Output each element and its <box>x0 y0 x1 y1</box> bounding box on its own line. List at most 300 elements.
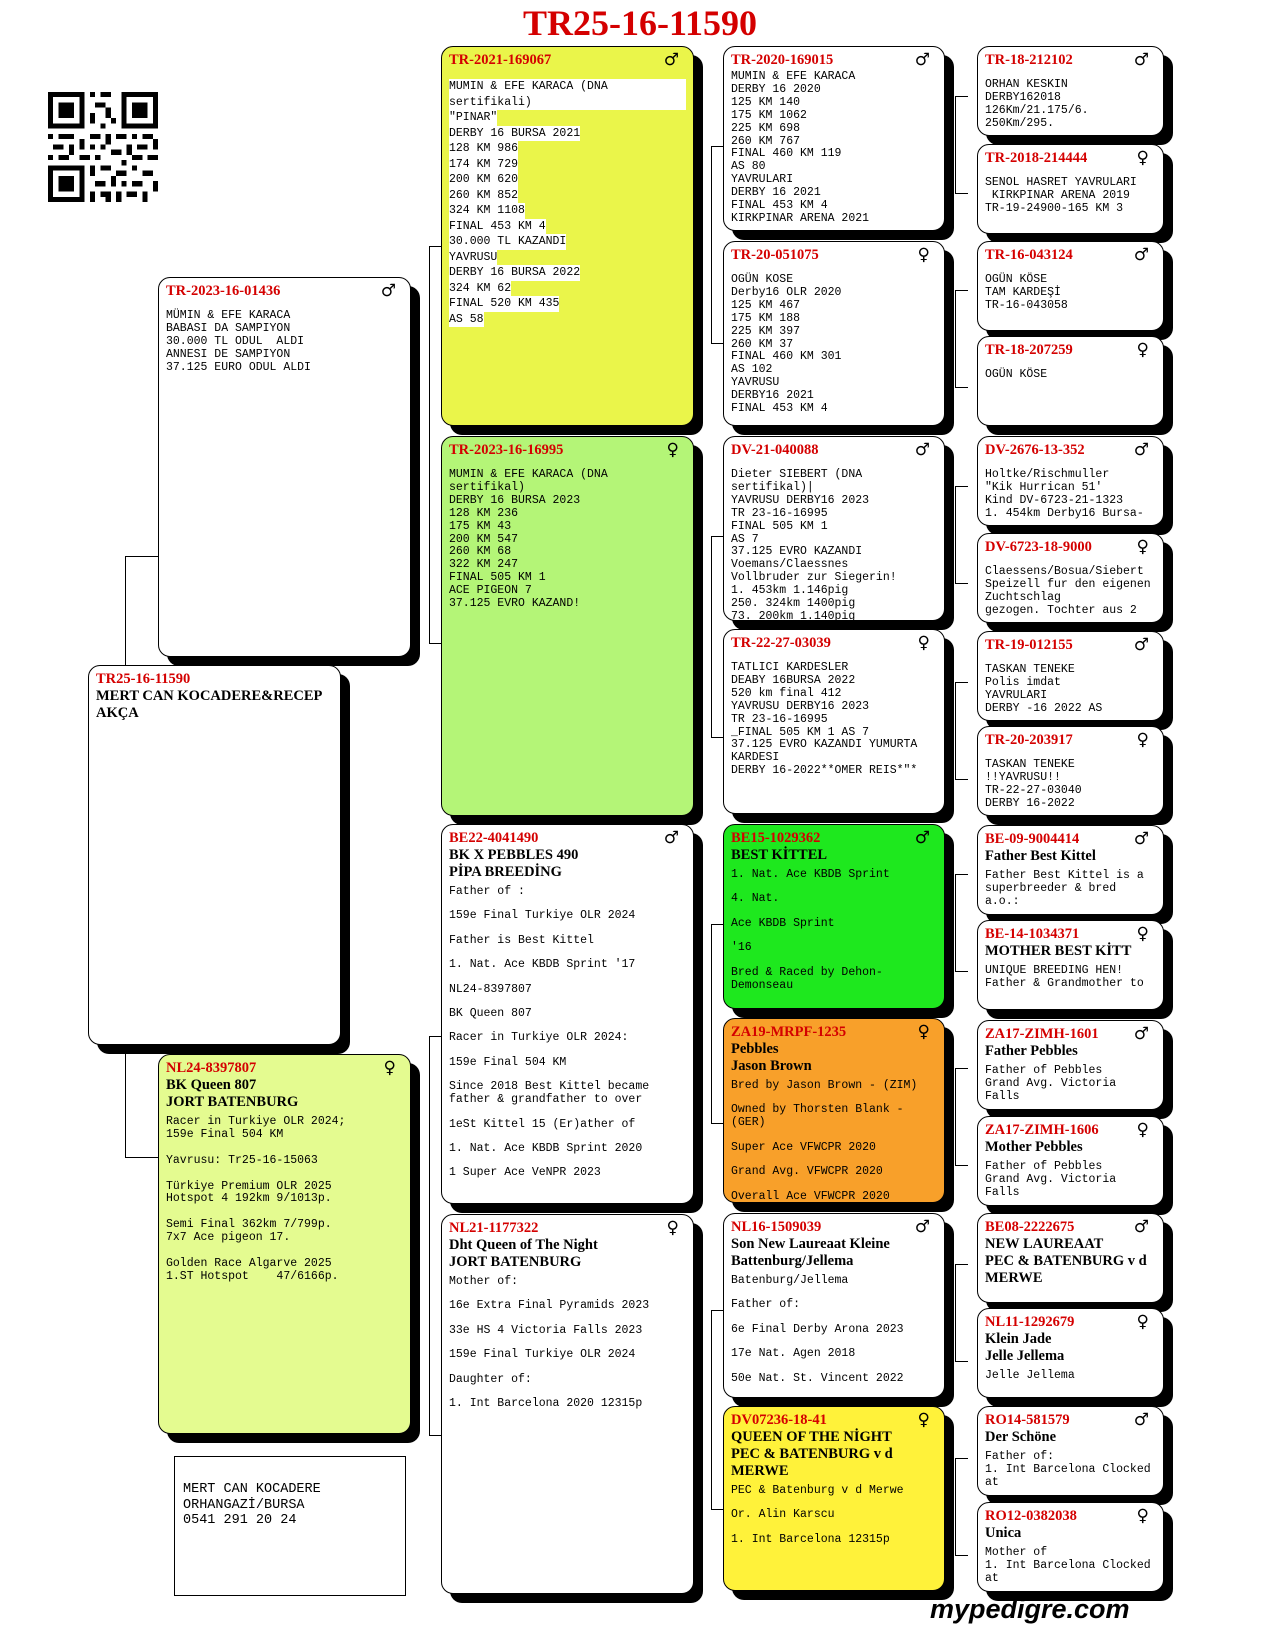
info-line: DEABY 16BURSA 2022 <box>731 673 856 687</box>
pedigree-box-sss[interactable] <box>723 46 945 231</box>
info-line: Father Best Kittel is a superbreeder & bred a.o.: <box>985 869 1151 908</box>
bird-info <box>166 1116 403 1284</box>
female-symbol-icon: ♀ <box>917 633 930 653</box>
breeder-location: ORHANGAZİ/BURSA <box>183 1497 305 1513</box>
bird-name: Jason Brown <box>731 1058 812 1074</box>
bird-name: Jelle Jellema <box>985 1348 1065 1364</box>
info-line: 126Km/21.175/6. <box>985 103 1089 117</box>
bird-name: Der Schöne <box>985 1429 1057 1445</box>
info-line: OGÜN KOSE <box>731 273 794 286</box>
info-line: AS 7 <box>731 532 759 546</box>
info-line: 1eSt Kittel 15 (Er)ather of <box>449 1117 636 1131</box>
info-line: Father of Pebbles <box>985 1064 1103 1077</box>
ring-number: TR-2023-16-01436 <box>166 283 281 299</box>
ring-number: RO12-0382038 <box>985 1508 1077 1524</box>
info-line: 4. Nat. <box>731 892 780 906</box>
bird-name: Battenburg/Jellema <box>731 1253 854 1269</box>
info-line: Türkiye Premium OLR 2025 <box>166 1179 332 1193</box>
bird-info <box>731 469 937 621</box>
bird-info <box>449 886 686 1180</box>
bird-name: Mother Pebbles <box>985 1139 1083 1155</box>
info-line: 1. Int Barcelona Clocked at <box>985 1462 1158 1489</box>
pedigree-box-sddd[interactable] <box>977 726 1164 816</box>
info-line: UNIQUE BREEDING HEN! <box>985 964 1124 977</box>
info-line: OGÜN KÖSE <box>985 273 1048 286</box>
info-line: 1. Nat. Ace KBDB Sprint '17 <box>449 958 636 972</box>
info-line: TAM KARDEŞİ <box>985 285 1061 299</box>
bird-name: Pebbles <box>731 1041 779 1057</box>
pedigree-box-s[interactable] <box>158 277 411 657</box>
info-line: Yavrusu: Tr25-16-15063 <box>166 1153 318 1167</box>
female-symbol-icon: ♀ <box>917 1022 930 1042</box>
pedigree-box-dddd[interactable] <box>977 1502 1164 1592</box>
info-line: FINAL 453 KM 4 <box>449 219 546 233</box>
female-symbol-icon: ♀ <box>1136 924 1149 944</box>
ring-number: NL24-8397807 <box>166 1060 257 1076</box>
pedigree-box-ssdd[interactable] <box>977 336 1164 426</box>
info-line: Daughter of: <box>449 1372 532 1386</box>
bird-name: Son New Laureaat Kleine <box>731 1236 890 1252</box>
ring-number: ZA17-ZIMH-1601 <box>985 1026 1099 1042</box>
pedigree-box-ddds[interactable] <box>977 1406 1164 1496</box>
info-line: TR-22-27-03040 <box>985 783 1082 797</box>
info-line: Owned by Thorsten Blank - (GER) <box>731 1103 911 1130</box>
ring-number: BE22-4041490 <box>449 830 539 846</box>
ring-number: BE08-2222675 <box>985 1219 1075 1235</box>
info-line: YAVRUSU DERBY16 2023 <box>731 493 870 507</box>
info-line: ORHAN KESKIN <box>985 78 1068 91</box>
bird-info <box>731 1275 937 1386</box>
info-line: 73. 200km 1.140pig <box>731 609 856 621</box>
pedigree-box-dss[interactable] <box>723 824 945 1009</box>
info-line: AS 80 <box>731 160 766 174</box>
info-line: NL24-8397807 <box>449 982 532 996</box>
info-line: DERBY -16 2022 AS <box>985 701 1103 715</box>
male-symbol-icon: ♂ <box>380 281 396 301</box>
info-line: Ace KBDB Sprint <box>731 916 835 930</box>
bird-info <box>985 1161 1156 1200</box>
male-symbol-icon: ♂ <box>914 440 930 460</box>
info-line: '16 <box>731 941 752 955</box>
info-line: Father & Grandmother to <box>985 976 1144 990</box>
bird-info <box>985 870 1156 909</box>
info-line: FINAL 520 KM 435 <box>449 297 560 310</box>
pedigree-box-subject[interactable] <box>88 665 341 1045</box>
info-line: AS 102 <box>731 363 773 377</box>
info-line: Since 2018 Best Kittel became father & grandfather to over <box>449 1080 657 1107</box>
male-symbol-icon: ♂ <box>1133 1410 1149 1430</box>
info-line: Speizell fur den eigenen <box>985 577 1151 591</box>
bird-info <box>731 1080 937 1203</box>
info-line: 128 KM 236 <box>449 506 519 520</box>
info-line: "PINAR" <box>449 111 498 124</box>
bird-info <box>985 759 1156 811</box>
bird-name: MOTHER BEST KİTT <box>985 943 1132 959</box>
info-line: BABASI DA SAMPIYON <box>166 321 291 335</box>
ring-number: TR-18-207259 <box>985 342 1073 358</box>
ring-number: ZA17-ZIMH-1606 <box>985 1122 1099 1138</box>
info-line: Father of: <box>731 1298 801 1312</box>
pedigree-box-dds[interactable] <box>723 1213 945 1398</box>
pedigree-box-dsd[interactable] <box>723 1018 945 1203</box>
bird-info <box>985 566 1156 618</box>
bird-info <box>985 1065 1156 1104</box>
pedigree-box-ddss[interactable] <box>977 1213 1164 1303</box>
info-line: "Kik Hurrican 51' <box>985 480 1103 494</box>
pedigree-box-d[interactable] <box>158 1054 411 1434</box>
breeder-contact <box>174 1456 406 1596</box>
info-line: 175 KM 1062 <box>731 108 807 122</box>
connector-line <box>955 1458 968 1556</box>
male-symbol-icon: ♂ <box>1133 50 1149 70</box>
footer-brand: mypedigre.com <box>930 1594 1130 1624</box>
info-line: 1 Super Ace VeNPR 2023 <box>449 1166 601 1180</box>
bird-info <box>731 1485 937 1547</box>
bird-info <box>731 869 937 992</box>
pedigree-box-sdsd[interactable] <box>977 533 1164 623</box>
ring-number: NL16-1509039 <box>731 1219 822 1235</box>
info-line: 1. Int Barcelona Clocked at <box>985 1558 1158 1585</box>
info-line: FINAL 460 KM 301 <box>731 350 842 364</box>
info-line: Semi Final 362km 7/799p. <box>166 1218 332 1232</box>
male-symbol-icon: ♂ <box>663 50 679 70</box>
pedigree-box-dsdd[interactable] <box>977 1116 1164 1206</box>
bird-name: JORT BATENBURG <box>449 1254 582 1270</box>
info-line: 50e Nat. St. Vincent 2022 <box>731 1371 904 1385</box>
info-line: 260 KM 852 <box>449 188 519 202</box>
info-line: TATLICI KARDESLER <box>731 661 849 674</box>
info-line: DERBY 16 BURSA 2023 <box>449 493 581 507</box>
ring-number: TR-20-051075 <box>731 247 819 263</box>
info-line: 1. Nat. Ace KBDB Sprint <box>731 868 890 881</box>
info-line: DERBY16 2021 <box>731 389 814 403</box>
connector-line <box>955 96 968 194</box>
bird-name: JORT BATENBURG <box>166 1094 299 1110</box>
info-line: Father is Best Kittel <box>449 933 594 947</box>
info-line: Voemans/Claessnes <box>731 558 849 572</box>
connector-line <box>955 290 968 388</box>
info-line: Batenburg/Jellema <box>731 1274 849 1287</box>
bird-name: MERT CAN KOCADERE&RECEP AKÇA <box>96 688 322 721</box>
info-line: TASKAN TENEKE <box>985 663 1075 676</box>
ring-number: TR-16-043124 <box>985 247 1073 263</box>
bird-name: Klein Jade <box>985 1331 1052 1347</box>
male-symbol-icon: ♂ <box>914 50 930 70</box>
info-line: 250Km/295. <box>985 116 1055 130</box>
female-symbol-icon: ♀ <box>383 1058 396 1078</box>
connector-line <box>955 682 968 780</box>
bird-info <box>985 177 1156 216</box>
bird-name: Father Pebbles <box>985 1043 1078 1059</box>
bird-info <box>449 1276 686 1411</box>
bird-name: Unica <box>985 1525 1022 1541</box>
info-line: FINAL 453 KM 4 <box>731 199 828 213</box>
info-line: 37.125 EVRO KAZAND! <box>449 597 581 611</box>
pedigree-box-ddsd[interactable] <box>977 1308 1164 1398</box>
info-line: 520 km final 412 <box>731 686 842 700</box>
ring-number: BE-14-1034371 <box>985 926 1080 942</box>
info-line: YAVRULARI <box>985 688 1048 702</box>
male-symbol-icon: ♂ <box>1133 245 1149 265</box>
info-line: 175 KM 188 <box>731 311 801 325</box>
info-line: Hotspot 4 192km 9/1013p. <box>166 1192 332 1206</box>
bird-name: MERWE <box>731 1463 789 1479</box>
breeder-phone: 0541 291 20 24 <box>183 1513 297 1528</box>
info-line <box>166 1245 403 1258</box>
bird-info <box>449 79 686 327</box>
info-line: 1. Int Barcelona 12315p <box>731 1532 890 1546</box>
info-line: 159e Final Turkiye OLR 2024 <box>449 1348 636 1362</box>
info-line: DERBY 16 BURSA 2022 <box>449 266 581 279</box>
info-line: Mother of <box>985 1546 1048 1559</box>
info-line: 159e Final 504 KM <box>449 1055 567 1069</box>
male-symbol-icon: ♂ <box>914 1217 930 1237</box>
female-symbol-icon: ♀ <box>917 1410 930 1430</box>
bird-info <box>985 274 1156 313</box>
info-line: 1. 453km 1.146pig <box>731 584 849 598</box>
info-line: 175 KM 43 <box>449 519 512 533</box>
male-symbol-icon: ♂ <box>1133 440 1149 460</box>
info-line: 128 KM 986 <box>449 142 519 155</box>
info-line: Jelle Jellema <box>985 1369 1075 1382</box>
info-line: Vollbruder zur Siegerin! <box>731 571 897 585</box>
info-line: Father of: <box>985 1450 1055 1463</box>
info-line: 37.125 EURO ODUL ALDI <box>166 360 311 374</box>
female-symbol-icon: ♀ <box>1136 1506 1149 1526</box>
ring-number: DV-21-040088 <box>731 442 819 458</box>
info-line: BK Queen 807 <box>449 1007 532 1021</box>
info-line: FINAL 460 KM 119 <box>731 147 842 161</box>
info-line: 200 KM 620 <box>449 173 519 186</box>
info-line: Mother of: <box>449 1275 519 1288</box>
male-symbol-icon: ♂ <box>914 828 930 848</box>
ring-number: BE-09-9004414 <box>985 831 1080 847</box>
bird-name: BEST KİTTEL <box>731 847 828 863</box>
info-line: 37.125 EVRO KAZANDI YUMURTA KARDESI <box>731 738 925 765</box>
info-line: YAVRUSU <box>731 376 780 390</box>
pedigree-box-sdds[interactable] <box>977 631 1164 721</box>
pedigree-box-ds[interactable] <box>441 824 694 1204</box>
info-line: 30.000 TL KAZANDI <box>449 235 567 248</box>
info-line: OGÜN KÖSE <box>985 368 1048 381</box>
pedigree-box-ssss[interactable] <box>977 46 1164 136</box>
info-line: !!YAVRUSU!! <box>985 770 1061 784</box>
ring-number: NL21-1177322 <box>449 1220 539 1236</box>
info-line: TASKAN TENEKE <box>985 758 1075 771</box>
info-line: gezogen. Tochter aus 2 <box>985 603 1137 617</box>
info-line: 17e Nat. Agen 2018 <box>731 1347 856 1361</box>
info-line: Grand Avg. VFWCPR 2020 <box>731 1165 883 1179</box>
info-line: MUMIN & EFE KARACA <box>731 70 856 83</box>
bird-info <box>985 1451 1156 1490</box>
ring-number: DV-2676-13-352 <box>985 442 1085 458</box>
female-symbol-icon: ♀ <box>666 1218 679 1238</box>
info-line: AS 58 <box>449 312 484 326</box>
info-line: Father of : <box>449 885 525 898</box>
info-line: Dieter SIEBERT (DNA sertifikal)| <box>731 468 870 494</box>
female-symbol-icon: ♀ <box>917 245 930 265</box>
connector-line <box>955 486 968 584</box>
info-line: 16e Extra Final Pyramids 2023 <box>449 1299 650 1313</box>
bird-name: BK Queen 807 <box>166 1077 257 1093</box>
bird-info <box>449 469 686 611</box>
info-line: 159e Final 504 KM <box>166 1127 284 1141</box>
info-line: KIRKPINAR ARENA 2019 <box>985 188 1130 202</box>
bird-name: MERWE <box>985 1270 1043 1286</box>
breeder-name: MERT CAN KOCADERE <box>183 1482 321 1497</box>
info-line: YAVRUSU <box>449 250 498 264</box>
info-line: 1. 454km Derby16 Bursa- <box>985 506 1144 520</box>
info-line: KIRKPINAR ARENA 2021 <box>731 211 870 225</box>
info-line: TR 23-16-16995 <box>731 506 828 520</box>
info-line: 174 KM 729 <box>449 157 519 171</box>
info-line: Polis imdat <box>985 675 1061 689</box>
female-symbol-icon: ♀ <box>1136 730 1149 750</box>
bird-name: BK X PEBBLES 490 <box>449 847 579 863</box>
pedigree-box-ssds[interactable] <box>977 241 1164 331</box>
bird-name: PEC & BATENBURG v d <box>985 1253 1147 1269</box>
info-line <box>166 1142 403 1155</box>
pedigree-box-sd[interactable] <box>441 436 694 816</box>
info-line: FINAL 505 KM 1 <box>449 571 546 585</box>
bird-info <box>985 469 1156 521</box>
male-symbol-icon: ♂ <box>1133 829 1149 849</box>
bird-name: PİPA BREEDİNG <box>449 864 562 880</box>
bird-name: PEC & BATENBURG v d <box>731 1446 893 1462</box>
info-line: SENOL HASRET YAVRULARI <box>985 176 1137 189</box>
connector-line <box>955 1264 968 1362</box>
pedigree-title: TR25-16-11590 <box>523 3 757 43</box>
pedigree-box-dsds[interactable] <box>977 1020 1164 1110</box>
info-line <box>166 1168 403 1181</box>
male-symbol-icon: ♂ <box>1133 1217 1149 1237</box>
info-line: 200 KM 547 <box>449 532 519 546</box>
info-line: MUMIN & EFE KARACA (DNA sertifikali) <box>449 79 686 110</box>
bird-name: Father Best Kittel <box>985 848 1096 864</box>
ring-number: DV07236-18-41 <box>731 1412 827 1428</box>
info-line: 1.ST Hotspot 47/6166p. <box>166 1269 339 1283</box>
ring-number: TR-2021-169067 <box>449 52 552 68</box>
ring-number: DV-6723-18-9000 <box>985 539 1092 555</box>
pedigree-box-sdd[interactable] <box>723 629 945 814</box>
female-symbol-icon: ♀ <box>1136 1120 1149 1140</box>
info-line: DERBY 16 BURSA 2021 <box>449 126 581 140</box>
info-line: Claessens/Bosua/Siebert <box>985 565 1144 578</box>
ring-number: TR-18-212102 <box>985 52 1073 68</box>
info-line: 125 KM 467 <box>731 298 801 312</box>
pedigree-box-ss[interactable] <box>441 46 694 426</box>
info-line: Kind DV-6723-21-1323 <box>985 493 1124 507</box>
info-line: ACE PIGEON 7 <box>449 584 532 598</box>
info-line: Racer in Turkiye OLR 2024: <box>449 1031 629 1045</box>
info-line: 250. 324km 1400pig <box>731 597 856 611</box>
info-line: _FINAL 505 KM 1 AS 7 <box>731 725 870 739</box>
bird-info <box>166 310 403 375</box>
ring-number: TR-2023-16-16995 <box>449 442 564 458</box>
info-line: Bred by Jason Brown - (ZIM) <box>731 1079 918 1092</box>
info-line: TR-16-043058 <box>985 298 1068 312</box>
ring-number: BE15-1029362 <box>731 830 821 846</box>
info-line: 30.000 TL ODUL ALDI <box>166 334 305 348</box>
info-line: Holtke/Rischmuller <box>985 468 1110 481</box>
info-line: Derby16 OLR 2020 <box>731 285 842 299</box>
info-line: MUMIN & EFE KARACA (DNA sertifikal) <box>449 468 615 494</box>
info-line: YAVRULARI <box>731 173 794 187</box>
pedigree-box-dsss[interactable] <box>977 825 1164 915</box>
info-line: Bred & Raced by Dehon-Demonseau <box>731 965 883 992</box>
info-line: 260 KM 68 <box>449 545 512 559</box>
bird-info <box>985 965 1156 991</box>
info-line: Super Ace VFWCPR 2020 <box>731 1140 876 1154</box>
info-line: FINAL 505 KM 1 <box>731 519 828 533</box>
info-line: Father of Pebbles <box>985 1160 1103 1173</box>
info-line: 225 KM 698 <box>731 121 801 135</box>
bird-info <box>985 664 1156 716</box>
info-line: ANNESI DE SAMPIYON <box>166 347 291 361</box>
info-line: YAVRUSU DERBY16 2023 <box>731 699 870 713</box>
ring-number: TR-2020-169015 <box>731 52 834 68</box>
ring-number: ZA19-MRPF-1235 <box>731 1024 847 1040</box>
bird-info <box>985 369 1156 382</box>
info-line: 33e HS 4 Victoria Falls 2023 <box>449 1323 643 1337</box>
connector-line <box>955 1068 968 1166</box>
info-line: 7x7 Ace pigeon 17. <box>166 1231 291 1245</box>
ring-number: TR-19-012155 <box>985 637 1073 653</box>
pedigree-box-sds[interactable] <box>723 436 945 621</box>
pedigree-box-sssd[interactable] <box>977 144 1164 234</box>
info-line: 260 KM 767 <box>731 134 801 148</box>
info-line: 6e Final Derby Arona 2023 <box>731 1322 904 1336</box>
bird-name: QUEEN OF THE NİGHT <box>731 1429 892 1445</box>
female-symbol-icon: ♀ <box>1136 537 1149 557</box>
info-line: Golden Race Algarve 2025 <box>166 1256 332 1270</box>
info-line: 1. Int Barcelona 2020 12315p <box>449 1397 643 1411</box>
bird-info <box>985 1370 1156 1383</box>
info-line: 322 KM 247 <box>449 558 519 572</box>
info-line: MÜMIN & EFE KARACA <box>166 309 291 322</box>
bird-info <box>731 662 937 778</box>
ring-number: NL11-1292679 <box>985 1314 1075 1330</box>
info-line: 159e Final Turkiye OLR 2024 <box>449 909 636 923</box>
info-line: DERBY162018 <box>985 90 1061 104</box>
bird-name: NEW LAUREAAT <box>985 1236 1104 1252</box>
info-line: Zuchtschlag <box>985 590 1061 604</box>
info-line: TR 23-16-16995 <box>731 712 828 726</box>
info-line: 1. Nat. Ace KBDB Sprint 2020 <box>449 1141 643 1155</box>
pedigree-box-sdss[interactable] <box>977 436 1164 526</box>
female-symbol-icon: ♀ <box>1136 1312 1149 1332</box>
info-line: Grand Avg. Victoria Falls <box>985 1076 1124 1103</box>
info-line: PEC & Batenburg v d Merwe <box>731 1484 904 1497</box>
pedigree-box-ssd[interactable] <box>723 241 945 426</box>
pedigree-box-dd[interactable] <box>441 1214 694 1594</box>
ring-number: TR25-16-11590 <box>96 671 191 687</box>
female-symbol-icon: ♀ <box>1136 340 1149 360</box>
pedigree-box-dssd[interactable] <box>977 920 1164 1010</box>
info-line: FINAL 453 KM 4 <box>731 402 828 416</box>
info-line: Or. Alin Karscu <box>731 1508 835 1522</box>
info-line: 324 KM 62 <box>449 281 512 295</box>
pedigree-box-ddd[interactable] <box>723 1406 945 1591</box>
info-line: TR-19-24900-165 KM 3 <box>985 201 1124 215</box>
bird-info <box>985 1547 1156 1586</box>
info-line: 37.125 EVRO KAZANDI <box>731 545 863 559</box>
info-line: 125 KM 140 <box>731 95 801 109</box>
female-symbol-icon: ♀ <box>1136 148 1149 168</box>
bird-name: Dht Queen of The Night <box>449 1237 598 1253</box>
connector-line <box>955 874 968 972</box>
qr-code <box>46 92 160 202</box>
